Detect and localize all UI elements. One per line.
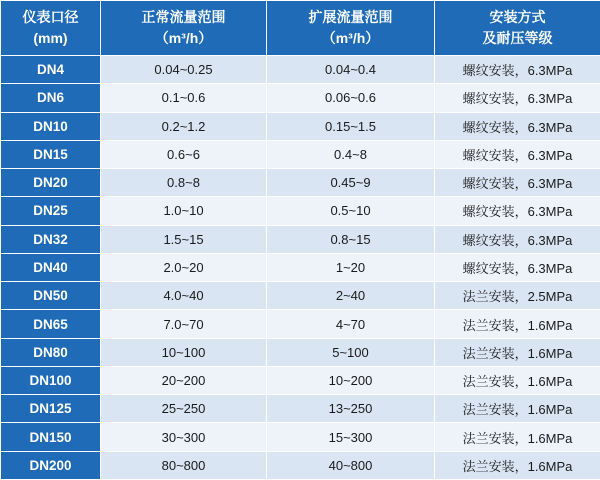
column-header-extended-range-line1: 扩展流量范围 xyxy=(308,9,393,25)
cell-diameter: DN40 xyxy=(1,253,101,281)
table-row xyxy=(1,338,600,366)
cell-normal-range: 1.5~15 xyxy=(101,225,267,253)
cell-installation: 法兰安装，1.6MPa xyxy=(435,423,600,451)
cell-installation: 螺纹安装，6.3MPa xyxy=(435,140,600,168)
cell-extended-range: 0.15~1.5 xyxy=(267,112,435,140)
column-header-normal-range xyxy=(101,1,267,56)
table-row xyxy=(1,366,600,394)
table-row xyxy=(1,56,600,84)
table-header xyxy=(1,1,600,56)
cell-normal-range: 2.0~20 xyxy=(101,253,267,281)
cell-diameter: DN100 xyxy=(1,366,101,394)
cell-extended-range: 40~800 xyxy=(267,451,435,479)
cell-extended-range: 0.06~0.6 xyxy=(267,84,435,112)
column-header-installation-line2: 及耐压等级 xyxy=(482,30,553,46)
cell-installation: 法兰安装，1.6MPa xyxy=(435,310,600,338)
cell-normal-range: 10~100 xyxy=(101,338,267,366)
cell-extended-range: 15~300 xyxy=(267,423,435,451)
cell-diameter: DN10 xyxy=(1,112,101,140)
cell-diameter: DN150 xyxy=(1,423,101,451)
cell-diameter: DN80 xyxy=(1,338,101,366)
cell-normal-range: 0.6~6 xyxy=(101,140,267,168)
cell-installation: 螺纹安装，6.3MPa xyxy=(435,112,600,140)
cell-installation: 螺纹安装，6.3MPa xyxy=(435,225,600,253)
cell-extended-range: 4~70 xyxy=(267,310,435,338)
cell-diameter: DN32 xyxy=(1,225,101,253)
cell-normal-range: 4.0~40 xyxy=(101,282,267,310)
cell-installation: 法兰安装，1.6MPa xyxy=(435,451,600,479)
cell-normal-range: 20~200 xyxy=(101,366,267,394)
cell-installation: 法兰安装，1.6MPa xyxy=(435,395,600,423)
cell-normal-range: 0.04~0.25 xyxy=(101,56,267,84)
table-row xyxy=(1,253,600,281)
table-row xyxy=(1,282,600,310)
cell-diameter: DN50 xyxy=(1,282,101,310)
cell-diameter: DN65 xyxy=(1,310,101,338)
cell-normal-range: 1.0~10 xyxy=(101,197,267,225)
table-row xyxy=(1,395,600,423)
cell-installation: 法兰安装，1.6MPa xyxy=(435,366,600,394)
table-row xyxy=(1,310,600,338)
table-row xyxy=(1,197,600,225)
header-row xyxy=(1,1,600,56)
column-header-installation xyxy=(435,1,600,56)
cell-installation: 螺纹安装，6.3MPa xyxy=(435,197,600,225)
table-row xyxy=(1,112,600,140)
cell-installation: 螺纹安装，6.3MPa xyxy=(435,56,600,84)
cell-extended-range: 2~40 xyxy=(267,282,435,310)
cell-installation: 螺纹安装，6.3MPa xyxy=(435,84,600,112)
cell-extended-range: 0.5~10 xyxy=(267,197,435,225)
table-body xyxy=(1,56,600,480)
cell-normal-range: 0.1~0.6 xyxy=(101,84,267,112)
cell-diameter: DN25 xyxy=(1,197,101,225)
cell-diameter: DN125 xyxy=(1,395,101,423)
table-row xyxy=(1,423,600,451)
cell-extended-range: 13~250 xyxy=(267,395,435,423)
cell-extended-range: 5~100 xyxy=(267,338,435,366)
cell-normal-range: 25~250 xyxy=(101,395,267,423)
cell-normal-range: 30~300 xyxy=(101,423,267,451)
cell-installation: 螺纹安装，6.3MPa xyxy=(435,253,600,281)
column-header-diameter-line1: 仪表口径 xyxy=(22,9,79,25)
column-header-extended-range-line2: （m³/h） xyxy=(321,30,380,46)
column-header-installation-line1: 安装方式 xyxy=(489,9,546,25)
cell-installation: 螺纹安装，6.3MPa xyxy=(435,169,600,197)
table-row xyxy=(1,451,600,479)
cell-installation: 法兰安装，2.5MPa xyxy=(435,282,600,310)
cell-normal-range: 0.2~1.2 xyxy=(101,112,267,140)
cell-normal-range: 7.0~70 xyxy=(101,310,267,338)
cell-extended-range: 0.4~8 xyxy=(267,140,435,168)
cell-normal-range: 80~800 xyxy=(101,451,267,479)
cell-installation: 法兰安装，1.6MPa xyxy=(435,338,600,366)
cell-diameter: DN20 xyxy=(1,169,101,197)
column-header-normal-range-line1: 正常流量范围 xyxy=(141,9,226,25)
column-header-diameter-line2: (mm) xyxy=(33,30,68,46)
cell-diameter: DN6 xyxy=(1,84,101,112)
cell-diameter: DN15 xyxy=(1,140,101,168)
cell-diameter: DN4 xyxy=(1,56,101,84)
cell-extended-range: 0.04~0.4 xyxy=(267,56,435,84)
cell-extended-range: 0.8~15 xyxy=(267,225,435,253)
cell-diameter: DN200 xyxy=(1,451,101,479)
column-header-diameter xyxy=(1,1,101,56)
table-row xyxy=(1,169,600,197)
table-row xyxy=(1,84,600,112)
table-row xyxy=(1,225,600,253)
cell-extended-range: 10~200 xyxy=(267,366,435,394)
cell-extended-range: 1~20 xyxy=(267,253,435,281)
table-row xyxy=(1,140,600,168)
cell-extended-range: 0.45~9 xyxy=(267,169,435,197)
column-header-normal-range-line2: （m³/h） xyxy=(154,30,213,46)
column-header-extended-range xyxy=(267,1,435,56)
cell-normal-range: 0.8~8 xyxy=(101,169,267,197)
